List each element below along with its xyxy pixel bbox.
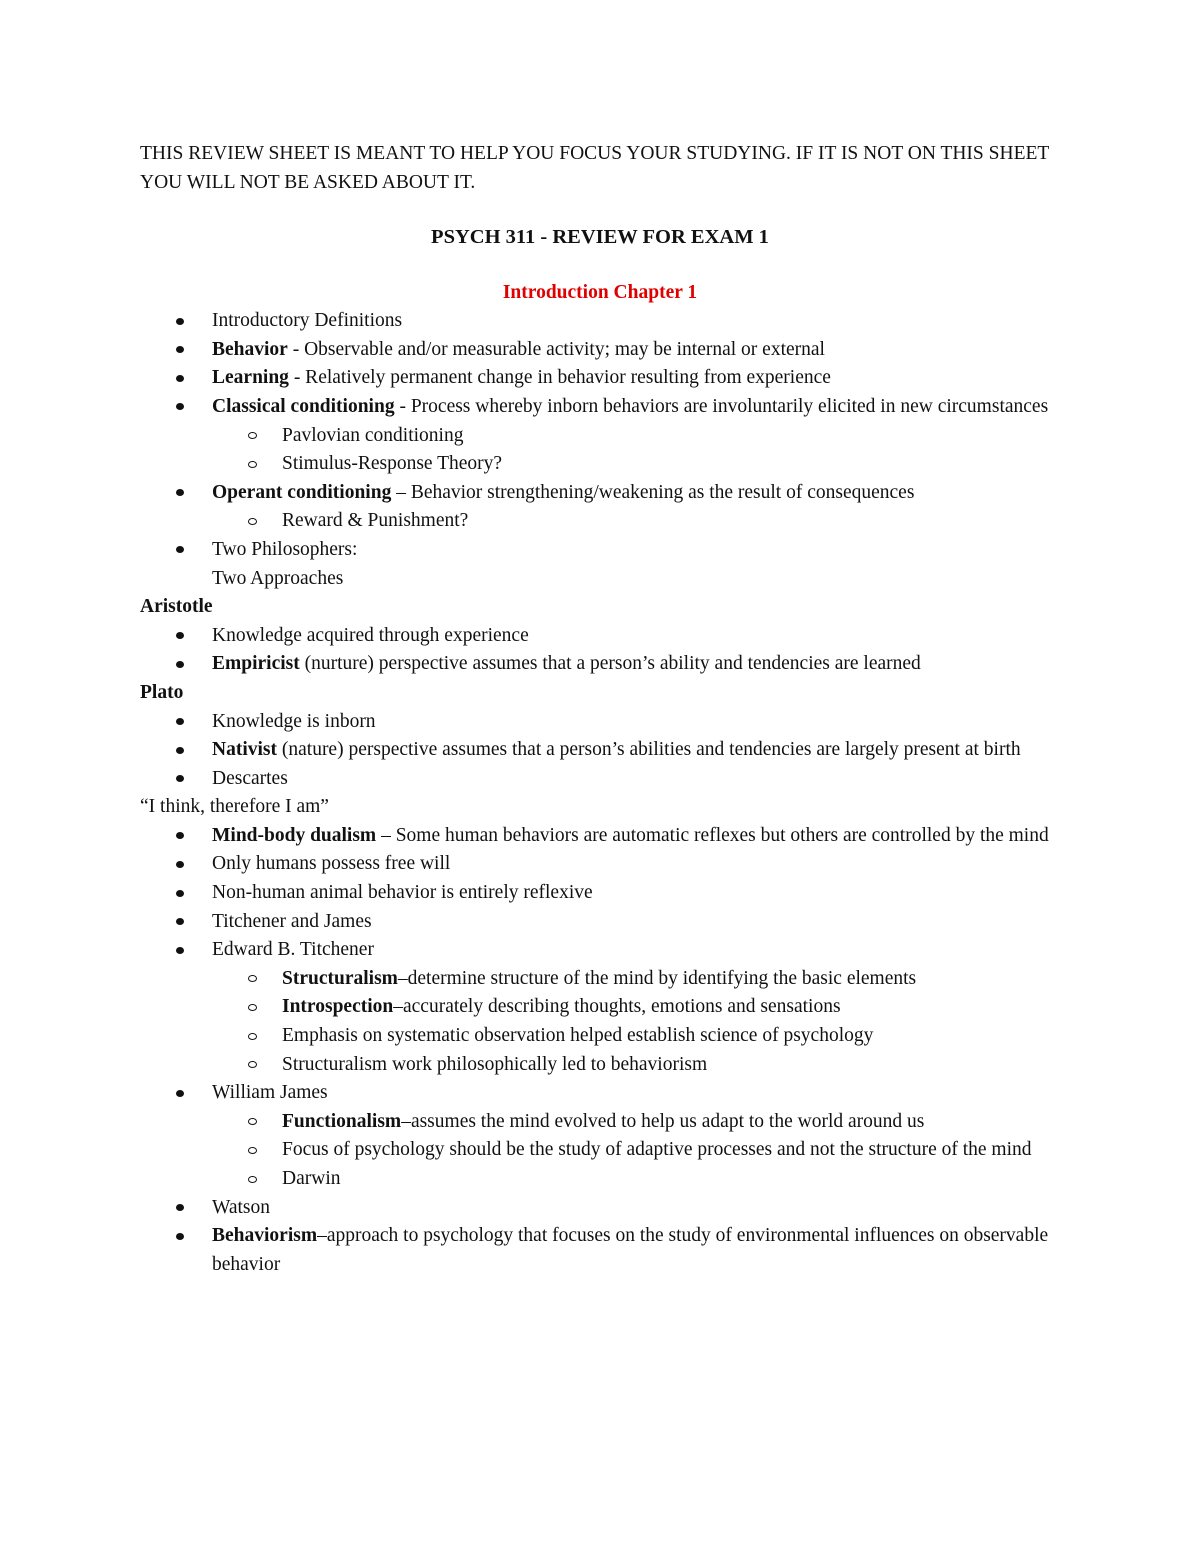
sub-list	[212, 965, 1060, 1079]
bullet-icon	[176, 747, 184, 754]
list-item: Titchener and James	[140, 908, 1060, 937]
circle-bullet-icon	[248, 1061, 257, 1068]
sub-list-item: Emphasis on systematic observation helped establish science of psychology	[140, 1022, 1060, 1051]
term: Learning	[212, 367, 289, 389]
circle-bullet-icon	[248, 1147, 257, 1154]
list-item: Descartes	[140, 765, 1060, 794]
list-item: Two Philosophers:	[140, 536, 1060, 565]
bullet-icon	[176, 718, 184, 725]
list-item: Behavior - Observable and/or measurable activity; may be internal or external	[140, 336, 1060, 365]
circle-bullet-icon	[248, 518, 257, 525]
list-item: Watson	[140, 1194, 1060, 1223]
bullet-icon	[176, 1090, 184, 1097]
circle-bullet-icon	[248, 1118, 257, 1125]
circle-bullet-icon	[248, 432, 257, 439]
bullet-icon	[176, 346, 184, 353]
descartes-list	[140, 822, 1060, 1280]
circle-bullet-icon	[248, 1176, 257, 1183]
review-notice: THIS REVIEW SHEET IS MEANT TO HELP YOU FOCUS YOUR STUDYING. IF IT IS NOT ON THIS SHEET YOU WILL NOT BE ASKED ABOUT IT.	[140, 143, 1049, 193]
bullet-icon	[176, 861, 184, 868]
section-heading-aristotle: Aristotle	[140, 596, 213, 618]
bullet-icon	[176, 632, 184, 639]
circle-bullet-icon	[248, 1033, 257, 1040]
bullet-icon	[176, 947, 184, 954]
section-heading-plato: Plato	[140, 681, 184, 703]
list-item: Introductory Definitions	[140, 307, 1060, 336]
bullet-icon	[176, 661, 184, 668]
circle-bullet-icon	[248, 1004, 257, 1011]
term: Operant conditioning	[212, 481, 392, 503]
list-item: Mind-body dualism – Some human behaviors are automatic reflexes but others are controlled by the mind	[140, 822, 1060, 851]
sub-list-item: Introspection–accurately describing thoughts, emotions and sensations	[140, 993, 1060, 1022]
bullet-icon	[176, 489, 184, 496]
bullet-icon	[176, 318, 184, 325]
continuation-line: Two Approaches	[212, 567, 344, 589]
sub-list	[212, 1108, 1060, 1194]
bullet-icon	[176, 1204, 184, 1211]
descartes-quote: “I think, therefore I am”	[140, 796, 329, 818]
sub-list-item: Reward & Punishment?	[140, 507, 1060, 536]
term: Classical conditioning	[212, 395, 395, 417]
bullet-icon	[176, 546, 184, 553]
sub-list-item: Focus of psychology should be the study of adaptive processes and not the structure of the mind	[140, 1136, 1060, 1165]
document-page	[140, 140, 1060, 1279]
bullet-icon	[176, 775, 184, 782]
list-item: Nativist (nature) perspective assumes that a person’s abilities and tendencies are largely present at birth	[140, 736, 1060, 765]
list-item: Edward B. Titchener Structuralism–determine structure of the mind by identifying the basic elements Introspection–accurately describing thoughts, emotions and sensations Emphasis on systematic observation helped establish science of psychology Structuralism work philosophically led to behaviorism	[140, 936, 1060, 1079]
circle-bullet-icon	[248, 461, 257, 468]
term: Behaviorism	[212, 1225, 318, 1247]
term: Nativist	[212, 739, 277, 761]
list-item: Operant conditioning – Behavior strengthening/weakening as the result of consequences Reward & Punishment?	[140, 479, 1060, 536]
sub-list-item: Stimulus-Response Theory?	[140, 450, 1060, 479]
list-item: Learning - Relatively permanent change in behavior resulting from experience	[140, 364, 1060, 393]
sub-list-item: Structuralism work philosophically led to behaviorism	[140, 1051, 1060, 1080]
list-item: Classical conditioning - Process whereby inborn behaviors are involuntarily elicited in new circumstances Pavlovian conditioning Stimulus-Response Theory?	[140, 393, 1060, 479]
term: Empiricist	[212, 653, 300, 675]
circle-bullet-icon	[248, 975, 257, 982]
sub-list-item: Darwin	[140, 1165, 1060, 1194]
bullet-icon	[176, 403, 184, 410]
list-item: Knowledge is inborn	[140, 708, 1060, 737]
term: Behavior	[212, 338, 288, 360]
bullet-icon	[176, 375, 184, 382]
list-item: Only humans possess free will	[140, 850, 1060, 879]
sub-list	[212, 422, 1060, 479]
plato-list	[140, 708, 1060, 794]
document-title: PSYCH 311 - REVIEW FOR EXAM 1	[431, 226, 769, 249]
list-item: Non-human animal behavior is entirely reflexive	[140, 879, 1060, 908]
list-item: William James Functionalism–assumes the mind evolved to help us adapt to the world around us Focus of psychology should be the study of adaptive processes and not the structure of the mind Darwin	[140, 1079, 1060, 1193]
list-item: Knowledge acquired through experience	[140, 622, 1060, 651]
list-item: Empiricist (nurture) perspective assumes that a person’s ability and tendencies are learned	[140, 650, 1060, 679]
bullet-icon	[176, 890, 184, 897]
sub-list-item: Structuralism–determine structure of the mind by identifying the basic elements	[140, 965, 1060, 994]
bullet-icon	[176, 832, 184, 839]
sub-list-item: Pavlovian conditioning	[140, 422, 1060, 451]
term: Structuralism	[282, 967, 398, 989]
bullet-icon	[176, 918, 184, 925]
term: Mind-body dualism	[212, 824, 377, 846]
list-item: Behaviorism–approach to psychology that focuses on the study of environmental influences on observable behavior	[140, 1222, 1060, 1279]
sub-list-item: Functionalism–assumes the mind evolved to help us adapt to the world around us	[140, 1108, 1060, 1137]
term: Introspection	[282, 996, 394, 1018]
intro-list	[140, 307, 1060, 564]
term: Functionalism	[282, 1110, 402, 1132]
chapter-heading: Introduction Chapter 1	[502, 282, 698, 304]
sub-list	[212, 507, 1060, 536]
aristotle-list	[140, 622, 1060, 679]
bullet-icon	[176, 1233, 184, 1240]
